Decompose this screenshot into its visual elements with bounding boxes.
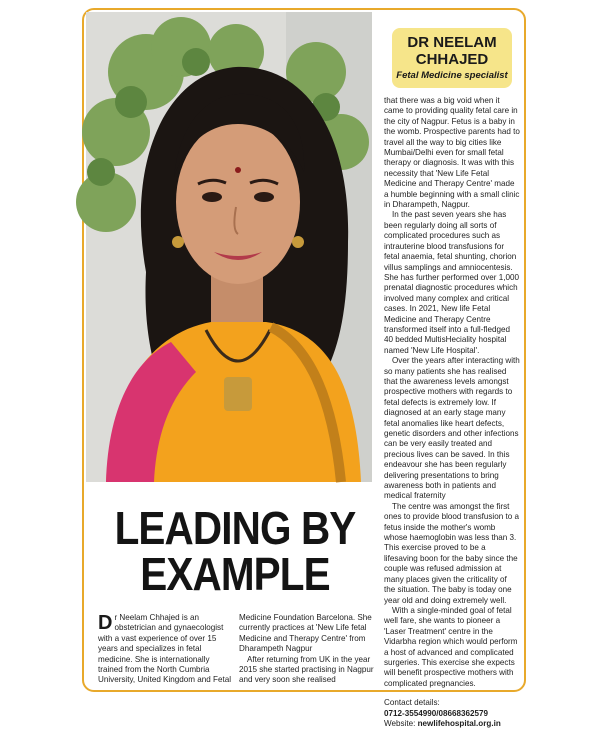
website-url: newlifehospital.org.in <box>417 718 501 728</box>
article-column-right <box>384 96 520 729</box>
contact-website-line <box>384 719 520 729</box>
article-column-left <box>98 613 233 686</box>
right-paragraph-2: In the past seven years she has been regularly doing all sorts of complicated procedures such as intrauterine blood transfusions for fetal anaemia, fetal shunting, chorion villus samplings and amniocentesis. She has further performed over 1,000 prenatal diagnostic procedures which involved many complex and critical cases. In 2021, New life Fetal Medicine and Therapy Centre transformed itself into a full-fledged 40 bedded MultisHeciality hospital named 'New Life Hospital'. <box>384 210 519 355</box>
name-badge <box>392 28 512 88</box>
article-frame <box>82 8 526 728</box>
intro-text: r Neelam Chhajed is an obstetrician and gynaecologist with a vast experience of over 15 years and specializes in fetal medicine. She is internationally trained from the North Cumbria University, United Kingdom and Fetal <box>98 613 232 685</box>
right-paragraph-5: With a single-minded goal of fetal well fare, she wants to pioneer a 'Laser Treatment' centre in the Vidarbha region which would perform a host of advanced and complicated surgeries. This exercise she expects will benefit prospective mothers with complicated pregnancies. <box>384 605 518 688</box>
headline-line-1: LEADING BY <box>114 502 356 554</box>
doctor-name: DR NEELAM CHHAJED <box>407 34 497 68</box>
right-paragraph-4: The centre was amongst the first ones to provide blood transfusion to a fetus inside the mother's womb whose haemoglobin was less than 3. This exercise proved to be a lifesaving boon for the baby since the couple was refused admission at many places given the criticality of the situation. The baby is today one year old and doing extremely well. <box>384 501 519 605</box>
right-paragraph-3: Over the years after interacting with so many patients she has realised that the awareness levels amongst prospective mothers with regards to fetal defects is extremely low. If diagnosed at an early stage many fetal anomalies like heart defects, genetic disorders and other infections can be very easily treated and precious lives can be saved. In this endeavour she has been regularly delivering presentations to bring awareness both in patients and medical fraternity <box>384 356 520 501</box>
portrait-photo <box>86 12 372 482</box>
mid-paragraph-2: After returning from UK in the year 2015 she started practising in Nagpur and very soon she realised <box>239 654 374 685</box>
headline-line-2: EXAMPLE <box>140 548 330 600</box>
contact-phone: 0712-3554990/08668362579 <box>384 708 488 718</box>
portrait-illustration <box>86 12 372 482</box>
mid-paragraph-1: Medicine Foundation Barcelona. She currently practices at 'New Life fetal Medicine and Therapy Centre' from Dharampeth Nagpur <box>239 613 372 654</box>
contact-label: Contact details: <box>384 698 440 708</box>
website-label: Website: <box>384 718 418 728</box>
right-paragraph-1: that there was a big void when it came to providing quality fetal care in the city of Nagpur. Fetus is a baby in the womb. Prospective parents had to travel all the way to big cities like Mumbai/Delhi even for small fetal therapy or diagnosis. It was with this necessity that 'New Life Fetal Medicine and Therapy Centre' made a humble beginning with a small clinic in Dharampeth, Nagpur. <box>384 96 520 210</box>
contact-details <box>384 698 520 729</box>
article-column-middle <box>239 613 374 686</box>
headline <box>114 502 356 600</box>
intro-paragraph <box>98 613 233 686</box>
doctor-role: Fetal Medicine specialist <box>396 70 508 81</box>
drop-cap: D <box>98 612 113 634</box>
